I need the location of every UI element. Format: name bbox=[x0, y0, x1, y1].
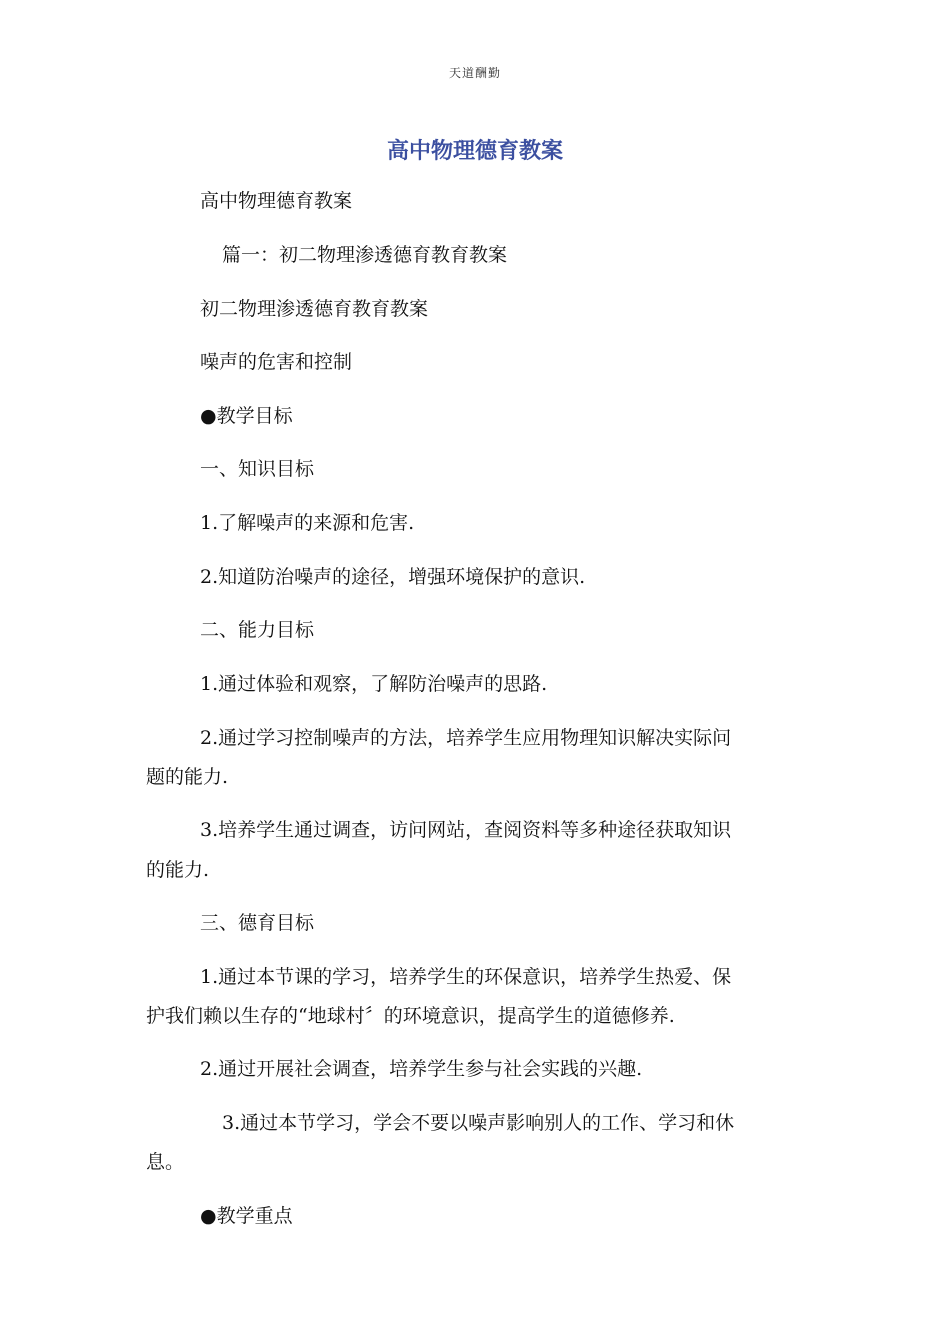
paragraph-line: 3.通过本节学习，学会不要以噪声影响别人的工作、学习和休 bbox=[222, 1112, 735, 1134]
paragraph-line: ●教学目标 bbox=[200, 405, 293, 427]
paragraph-line: 篇一：初二物理渗透德育教育教案 bbox=[222, 244, 508, 266]
paragraph-line: 护我们赖以生存的“地球村〞的环境意识，提高学生的道德修养. bbox=[146, 1005, 675, 1027]
paragraph-line: 2.通过开展社会调查，培养学生参与社会实践的兴趣. bbox=[200, 1058, 643, 1080]
paragraph-line: 2.通过学习控制噪声的方法，培养学生应用物理知识解决实际问 bbox=[200, 727, 732, 749]
paragraph-line: 一、知识目标 bbox=[200, 458, 315, 480]
page-header: 天道酬勤 bbox=[448, 66, 501, 80]
paragraph-line: 初二物理渗透德育教育教案 bbox=[200, 298, 429, 320]
paragraph-line: 1.了解噪声的来源和危害. bbox=[200, 512, 415, 534]
paragraph-line: 噪声的危害和控制 bbox=[200, 351, 353, 373]
paragraph-line: 息。 bbox=[146, 1151, 185, 1173]
paragraph-line: 1.通过本节课的学习，培养学生的环保意识，培养学生热爱、保 bbox=[200, 966, 732, 988]
paragraph-line: 3.培养学生通过调查，访问网站，查阅资料等多种途径获取知识 bbox=[200, 819, 732, 841]
paragraph-line: 的能力. bbox=[146, 859, 210, 881]
document-title: 高中物理德育教案 bbox=[386, 139, 563, 164]
paragraph-line: 题的能力. bbox=[146, 766, 229, 788]
paragraph-line: 二、能力目标 bbox=[200, 619, 315, 641]
paragraph-line: ●教学重点 bbox=[200, 1205, 293, 1227]
paragraph-line: 2.知道防治噪声的途径，增强环境保护的意识. bbox=[200, 566, 586, 588]
paragraph-line: 1.通过体验和观察，了解防治噪声的思路. bbox=[200, 673, 548, 695]
paragraph-line: 三、德育目标 bbox=[200, 912, 315, 934]
paragraph-line: 高中物理德育教案 bbox=[200, 190, 353, 212]
